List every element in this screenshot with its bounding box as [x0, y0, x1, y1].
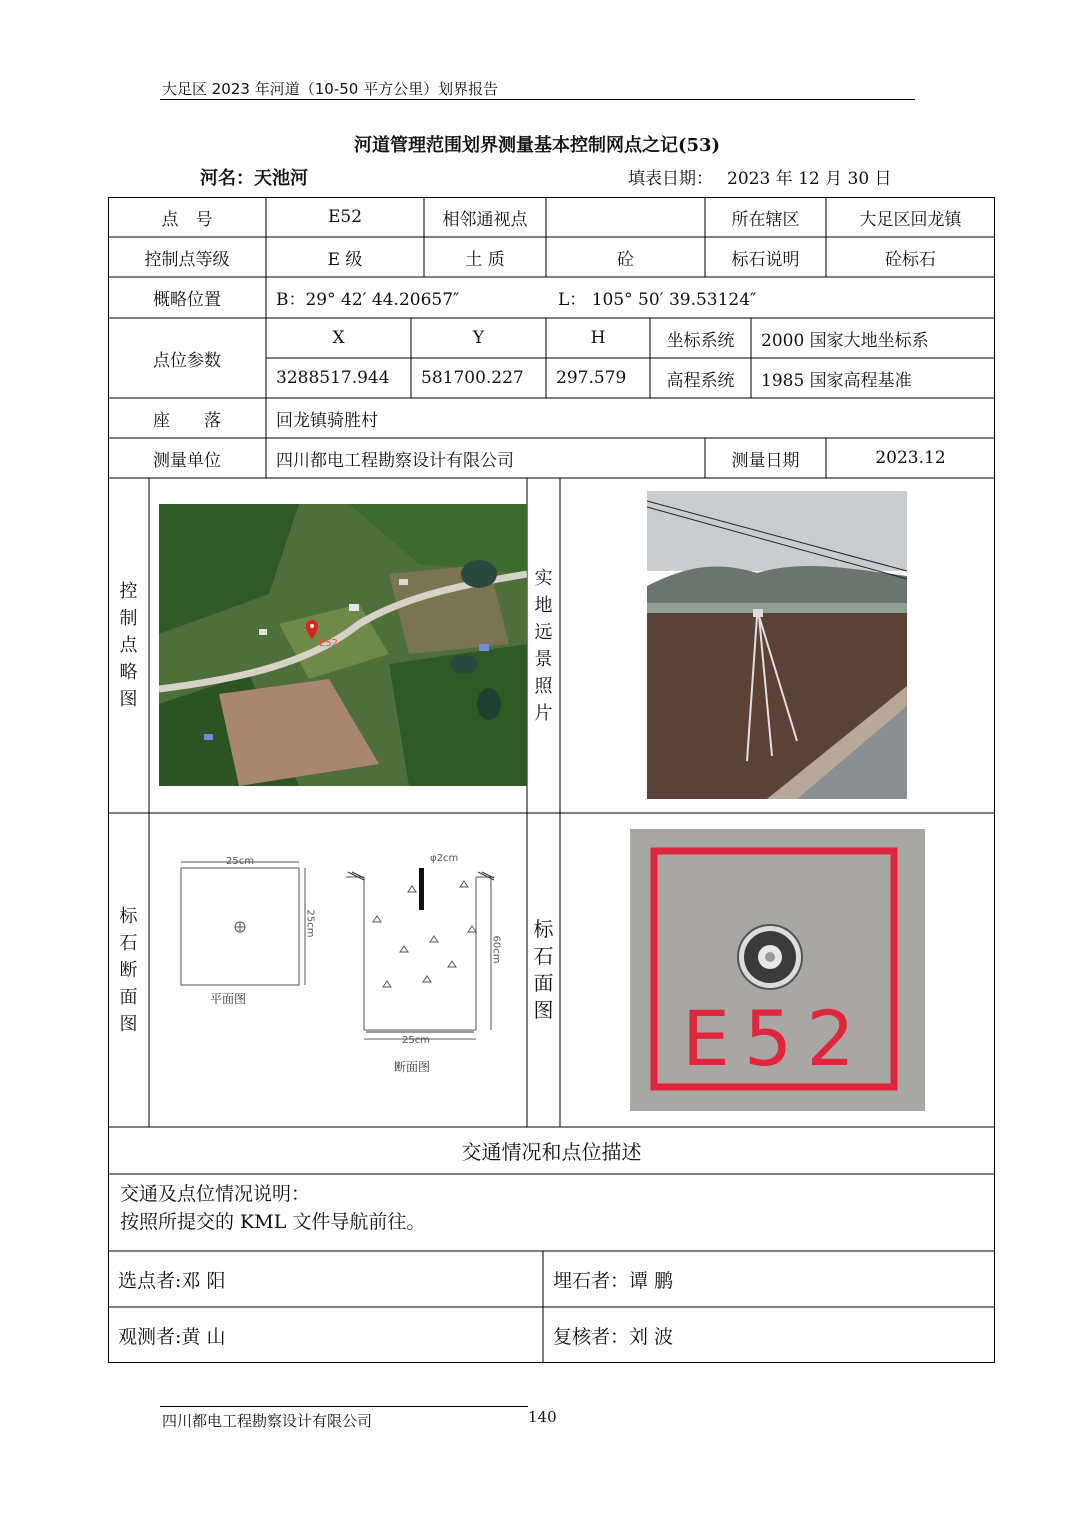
y-value: 581700.227: [421, 368, 524, 388]
approx-position-label: 概略位置: [153, 290, 221, 310]
plan-width-dim: 25cm: [226, 856, 254, 867]
photo-label-char: 实: [534, 567, 553, 589]
grade-label: 控制点等级: [144, 249, 230, 270]
photo-label-char: 照: [534, 675, 553, 697]
section-width-dim: 25cm: [402, 1035, 430, 1046]
photo-label-char: 远: [534, 621, 553, 643]
date-label: 测量日期: [731, 450, 800, 471]
soil-value: 砼: [617, 249, 634, 270]
traffic-description: [120, 1180, 425, 1236]
sketch-label-char: 略: [119, 662, 138, 683]
fill-date-value: 2023 年 12 月 30 日: [727, 169, 892, 189]
photo-label-char: 片: [534, 702, 553, 724]
section-label-char: 断: [119, 959, 138, 981]
header-rule: [160, 99, 915, 100]
section-caption: 断面图: [394, 1060, 431, 1074]
footer-company: 四川都电工程勘察设计有限公司: [162, 1412, 373, 1430]
stone-section-drawing: [168, 852, 518, 1092]
traffic-title: 交通情况和点位描述: [461, 1140, 642, 1164]
params-label: 点位参数: [153, 350, 221, 371]
face-label-char: 图: [533, 998, 554, 1022]
stone-face-photo: [630, 829, 925, 1111]
fill-date: [628, 164, 892, 189]
h-value: 297.579: [556, 368, 627, 388]
face-label-char: 面: [533, 971, 554, 995]
section-label-char: 标: [119, 905, 138, 927]
burier: 埋石者：谭 鹏: [553, 1269, 674, 1292]
point-no-label: 点 号: [161, 209, 213, 230]
fill-date-label: 填表日期：: [628, 169, 713, 189]
section-label-char: 图: [119, 1013, 138, 1035]
control-point-table: [108, 197, 995, 1363]
district-value: 大足区回龙镇: [859, 209, 962, 230]
sketch-label-char: 制: [119, 608, 138, 629]
section-label: [108, 813, 149, 1127]
depth-dim: 60cm: [490, 935, 502, 964]
grade-value: E 级: [327, 249, 363, 270]
coord-sys-value: 2000 国家大地坐标系: [761, 330, 929, 351]
checker: 复核者：刘 波: [553, 1325, 674, 1348]
face-label-char: 石: [533, 944, 554, 968]
stone-value: 砼标石: [885, 249, 936, 270]
x-value: 3288517.944: [276, 368, 390, 388]
photo-label: [527, 478, 560, 813]
soil-label: 土 质: [465, 249, 505, 270]
diameter-dim: φ2cm: [430, 853, 459, 864]
elev-sys-label: 高程系统: [666, 370, 735, 391]
approx-latitude: B：29° 42′ 44.20657″: [276, 290, 460, 310]
approx-longitude: L： 105° 50′ 39.53124″: [558, 290, 757, 310]
face-label-char: 标: [533, 917, 554, 941]
sketch-label-char: 图: [119, 689, 138, 710]
neighbor-label: 相邻通视点: [442, 209, 528, 230]
page-title: 河道管理范围划界测量基本控制网点之记(53): [353, 135, 721, 156]
coord-sys-label: 坐标系统: [666, 330, 735, 351]
running-header: 大足区 2023 年河道（10-50 平方公里）划界报告: [162, 80, 499, 98]
location-value: 回龙镇骑胜村: [276, 410, 378, 431]
unit-value: 四川都电工程勘察设计有限公司: [276, 450, 514, 471]
sketch-label-char: 点: [119, 635, 138, 656]
selector: 选点者:邓 阳: [118, 1269, 226, 1292]
field-photo-image: [647, 491, 907, 799]
sketch-label: [108, 478, 149, 813]
section-label-char: 面: [119, 986, 138, 1008]
x-header: X: [332, 328, 345, 348]
footer-rule: [160, 1406, 528, 1407]
unit-label: 测量单位: [153, 450, 221, 471]
point-no-value: E52: [327, 207, 363, 227]
traffic-line-2: 按照所提交的 KML 文件导航前往。: [120, 1211, 426, 1233]
y-header: Y: [472, 328, 485, 348]
neighbor-value: [546, 197, 705, 237]
plan-caption: 平面图: [210, 992, 247, 1006]
location-label: 座 落: [153, 410, 221, 431]
face-label: [527, 813, 560, 1127]
river-name: 河名：天池河: [200, 168, 308, 189]
elev-sys-value: 1985 国家高程基准: [761, 370, 912, 391]
plan-height-dim: 25cm: [304, 909, 316, 938]
stone-label: 标石说明: [731, 249, 800, 270]
page-number: 140: [528, 1408, 557, 1426]
traffic-line-1: 交通及点位情况说明：: [120, 1183, 311, 1205]
date-value: 2023.12: [875, 448, 946, 468]
h-header: H: [590, 328, 606, 348]
district-label: 所在辖区: [731, 209, 800, 230]
photo-label-char: 地: [534, 594, 553, 616]
map-marker-label: E52: [319, 638, 339, 649]
aerial-map-image: [159, 504, 527, 786]
observer: 观测者:黄 山: [118, 1325, 226, 1348]
sketch-label-char: 控: [119, 581, 138, 602]
photo-label-char: 景: [534, 648, 553, 670]
stone-mark-text: E52: [682, 994, 869, 1083]
section-label-char: 石: [119, 932, 138, 954]
